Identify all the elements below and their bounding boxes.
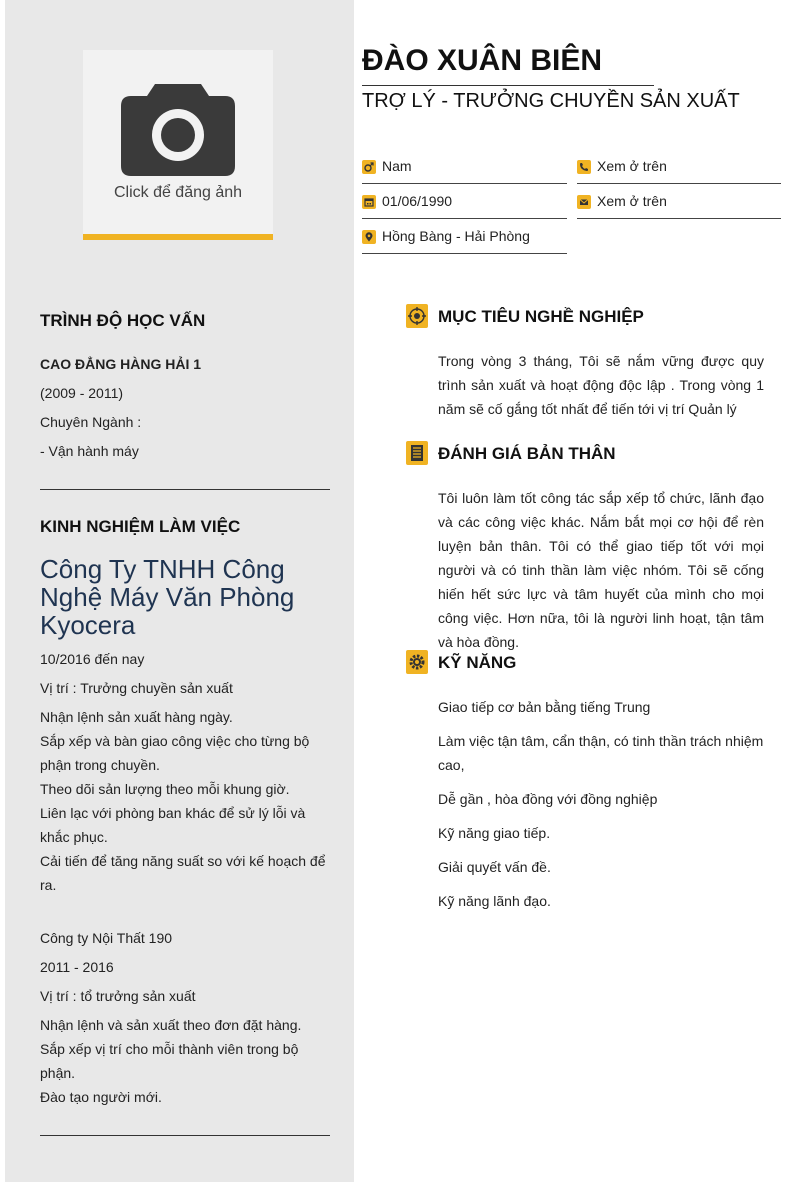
self-assessment-text: Tôi luôn làm tốt công tác sắp xếp tổ chức, lãnh đạo và các công việc khác. Nắm bắt mọi cơ hội để rèn luyện bản thân. Tôi có thể giao tiếp tốt với mọi người và có tinh thần làm việc nhóm. Tôi sẽ cống hiến hết sức lực và tâm huyết của mình cho mọi công việc. Hơn nữa, tôi là người linh hoạt, tận tâm và hòa đồng. — [438, 490, 764, 650]
job-period: 10/2016 đến nay — [40, 651, 145, 667]
document-icon — [406, 441, 428, 465]
job-duty: Đào tạo người mới. — [40, 1089, 162, 1105]
job-duty: Nhận lệnh và sản xuất theo đơn đặt hàng. — [40, 1017, 302, 1033]
education-period: (2009 - 2011) — [40, 385, 124, 401]
address-value: Hồng Bàng - Hải Phòng — [382, 228, 530, 244]
job-duty: Sắp xếp vị trí cho mỗi thành viên trong bộ phận. — [40, 1041, 299, 1081]
candidate-name: ĐÀO XUÂN BIÊN — [362, 44, 603, 77]
info-birthday — [362, 193, 567, 219]
section-divider — [40, 1135, 330, 1136]
name-divider — [362, 85, 654, 86]
info-gender — [362, 158, 567, 184]
location-pin-icon — [362, 230, 376, 244]
gender-icon — [362, 160, 376, 174]
target-icon — [406, 304, 428, 328]
skill-item: Kỹ năng giao tiếp. — [438, 825, 551, 841]
job-duty: Cải tiến để tăng năng suất so với kế hoạch để ra. — [40, 853, 326, 893]
photo-caption: Click để đăng ảnh — [113, 184, 243, 201]
photo-upload[interactable] — [83, 50, 273, 240]
job-duty: Theo dõi sản lượng theo mỗi khung giờ. — [40, 781, 290, 797]
job-title: TRỢ LÝ - TRƯỞNG CHUYỀN SẢN XUẤT — [362, 90, 740, 112]
info-email — [577, 193, 781, 219]
phone-value: Xem ở trên — [597, 158, 667, 174]
skill-item: Dễ gần , hòa đồng với đồng nghiệp — [438, 791, 658, 807]
gear-icon — [406, 650, 428, 674]
calendar-icon — [362, 195, 376, 209]
job-period: 2011 - 2016 — [40, 959, 114, 975]
self-assessment-heading: ĐÁNH GIÁ BẢN THÂN — [438, 444, 616, 463]
skill-item: Làm việc tận tâm, cẩn thận, có tinh thần trách nhiệm cao, — [438, 733, 764, 773]
objective-text: Trong vòng 3 tháng, Tôi sẽ nắm vững được quy trình sản xuất và hoạt động độc lập . Trong vòng 1 năm sẽ cố gắng tốt nhất để tiến tới vị trí Quản lý — [438, 353, 764, 417]
skill-item: Giao tiếp cơ bản bằng tiếng Trung — [438, 699, 651, 715]
company-name: Công Ty TNHH Công Nghệ Máy Văn Phòng Kyocera — [40, 554, 295, 640]
job-duty: Nhận lệnh sản xuất hàng ngày. — [40, 709, 233, 725]
birthday-value: 01/06/1990 — [382, 193, 453, 209]
skill-item: Giải quyết vấn đề. — [438, 859, 551, 875]
camera-icon — [121, 78, 235, 178]
job-duty: Liên lạc với phòng ban khác để sử lý lỗi và khắc phục. — [40, 805, 306, 845]
email-value: Xem ở trên — [597, 193, 667, 209]
education-major: - Vận hành máy — [40, 443, 139, 459]
gender-value: Nam — [382, 158, 412, 174]
job-duty: Sắp xếp và bàn giao công việc cho từng bộ phận trong chuyền. — [40, 733, 310, 773]
objective-heading: MỤC TIÊU NGHỀ NGHIỆP — [438, 307, 644, 326]
mail-icon — [577, 195, 591, 209]
skills-heading: KỸ NĂNG — [438, 653, 517, 672]
company-name-2: Công ty Nội Thất 190 — [40, 930, 173, 946]
info-address — [362, 228, 567, 254]
job-position: Vị trí : tổ trưởng sản xuất — [40, 988, 196, 1004]
skill-item: Kỹ năng lãnh đạo. — [438, 893, 551, 909]
education-major-label: Chuyên Ngành : — [40, 414, 142, 430]
education-heading: TRÌNH ĐỘ HỌC VẤN — [40, 311, 206, 330]
experience-heading: KINH NGHIỆM LÀM VIỆC — [40, 517, 241, 536]
info-phone — [577, 158, 781, 184]
education-school: CAO ĐẲNG HÀNG HẢI 1 — [40, 356, 202, 372]
phone-icon — [577, 160, 591, 174]
section-divider — [40, 489, 330, 490]
job-position: Vị trí : Trưởng chuyền sản xuất — [40, 680, 233, 696]
